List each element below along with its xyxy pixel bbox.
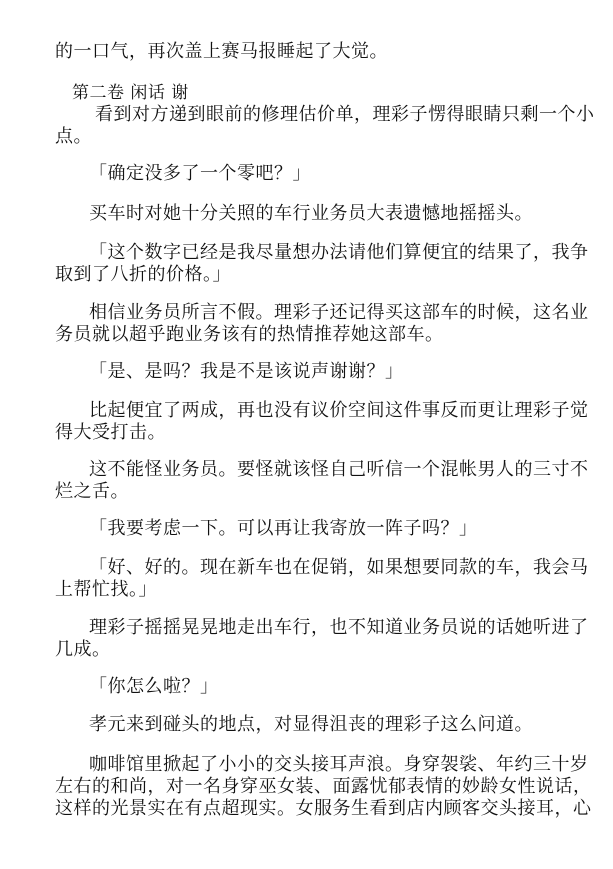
chapter-heading: 第二卷 闲话 谢 — [72, 83, 189, 103]
paragraph-line: 理彩子摇摇晃晃地走出车行，也不知道业务员说的话她听进了 — [89, 617, 589, 638]
dialogue-line: 取到了八折的价格。」 — [55, 264, 231, 285]
dialogue-line: 「确定没多了一个零吧？」 — [89, 163, 311, 184]
paragraph-line: 咖啡馆里掀起了小小的交头接耳声浪。身穿袈裟、年约三十岁 — [89, 754, 589, 775]
paragraph-line: 比起便宜了两成，再也没有议价空间这件事反而更让理彩子觉 — [89, 400, 589, 421]
paragraph-line: 点。 — [55, 126, 92, 147]
paragraph-line: 务员就以超乎跑业务该有的热情推荐她这部车。 — [55, 324, 444, 345]
paragraph-line: 看到对方递到眼前的修理估价单，理彩子愣得眼睛只剩一个小 — [95, 104, 595, 125]
dialogue-line: 「好、好的。现在新车也在促销，如果想要同款的车，我会马 — [89, 557, 589, 578]
paragraph-line: 几成。 — [55, 639, 111, 660]
paragraph-line: 左右的和尚，对一名身穿巫女装、面露忧郁表情的妙龄女性说话， — [55, 776, 592, 797]
paragraph-line: 得大受打击。 — [55, 422, 166, 443]
dialogue-line: 上帮忙找。」 — [55, 579, 157, 600]
dialogue-line: 「你怎么啦？」 — [89, 676, 219, 697]
dialogue-line: 「是、是吗？我是不是该说声谢谢？」 — [89, 361, 404, 382]
paragraph-line: 烂之舌。 — [55, 481, 129, 502]
paragraph-line: 这样的光景实在有点超现实。女服务生看到店内顾客交头接耳，心 — [55, 798, 592, 819]
dialogue-line: 「我要考虑一下。可以再让我寄放一阵子吗？」 — [89, 518, 478, 539]
paragraph-line: 这不能怪业务员。要怪就该怪自己听信一个混帐男人的三寸不 — [89, 459, 589, 480]
continuation-line: 的一口气，再次盖上赛马报睡起了大觉。 — [55, 41, 388, 62]
paragraph-line: 买车时对她十分关照的车行业务员大表遗憾地摇摇头。 — [89, 203, 533, 224]
dialogue-line: 「这个数字已经是我尽量想办法请他们算便宜的结果了，我争 — [89, 242, 589, 263]
paragraph-line: 孝元来到碰头的地点，对显得沮丧的理彩子这么问道。 — [89, 714, 533, 735]
paragraph-line: 相信业务员所言不假。理彩子还记得买这部车的时候，这名业 — [89, 302, 589, 323]
